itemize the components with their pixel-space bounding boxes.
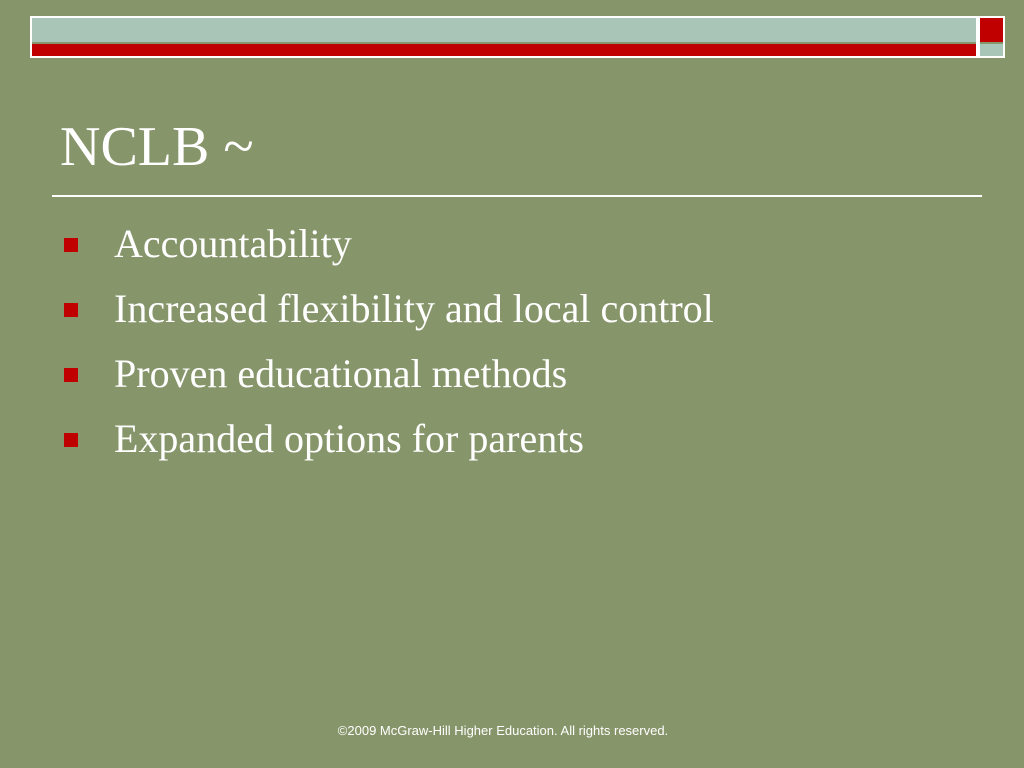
bullet-item-flexibility: [0, 277, 960, 342]
header-light-band: [32, 18, 976, 42]
bullet-item-accountability: [0, 212, 960, 277]
bullet-text: Expanded options for parents: [114, 416, 584, 461]
square-bullet-icon: [64, 433, 78, 447]
bullet-item-options: [0, 407, 960, 472]
square-bullet-icon: [64, 303, 78, 317]
title-divider: [52, 195, 982, 197]
corner-light-square: [980, 44, 1003, 56]
slide-title: NCLB ~: [60, 116, 254, 178]
square-bullet-icon: [64, 238, 78, 252]
copyright-footer: ©2009 McGraw-Hill Higher Education. All rights reserved.: [337, 723, 669, 738]
header-decorative-bar: [30, 16, 978, 58]
bullet-text: Increased flexibility and local control: [114, 286, 714, 331]
bullet-item-methods: [0, 342, 960, 407]
bullet-list: [0, 212, 960, 472]
square-bullet-icon: [64, 368, 78, 382]
header-red-band: [32, 44, 976, 56]
header-corner-box: [978, 16, 1005, 58]
corner-red-square: [980, 18, 1003, 42]
bullet-text: Proven educational methods: [114, 351, 568, 396]
bullet-text: Accountability: [114, 221, 352, 266]
